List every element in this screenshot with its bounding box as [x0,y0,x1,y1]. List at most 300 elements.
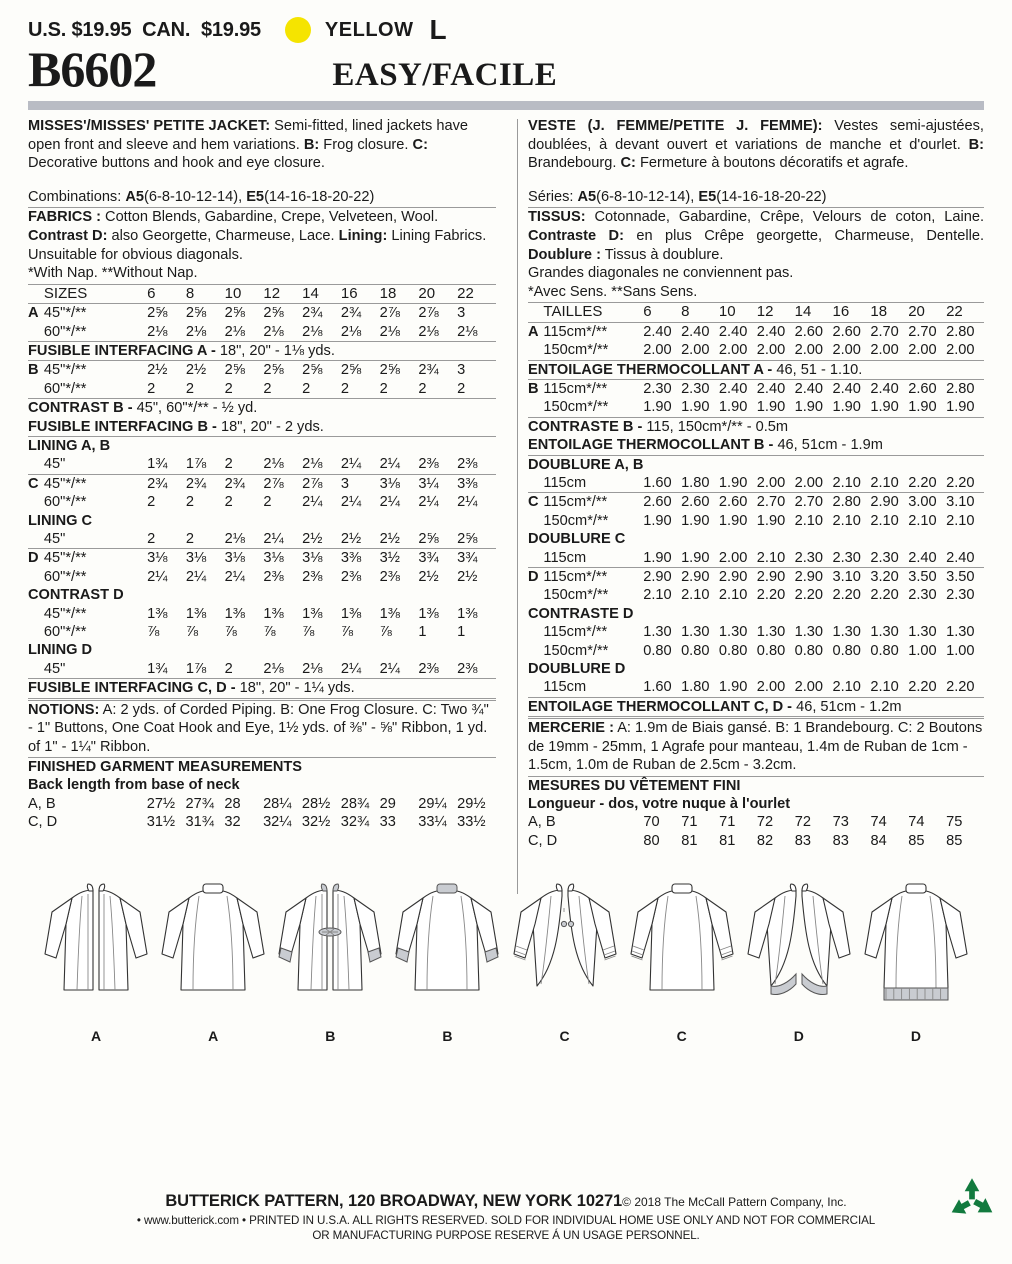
yardage-value: 2.80 [832,494,861,511]
yardage-value: ⅞ [224,624,237,641]
finished-value: 32¾ [340,814,370,831]
finished-view-label: A, B [28,795,56,812]
fabric-width: 45" [44,660,147,679]
fabric-width: 45"*/** [43,362,87,379]
yardage-value: 2 [147,494,156,511]
note-label: ENTOILAGE THERMOCOLLANT B - [528,437,774,454]
yardage-row [528,678,984,697]
yardage-value: 1.30 [832,624,861,641]
finished-row [28,813,496,831]
note-cell [528,360,984,379]
yardage-value: 2.20 [908,474,946,493]
yardage-row [28,380,496,399]
column-divider [517,119,518,894]
finished-value: 80 [643,832,660,849]
yardage-value: 1⅜ [418,605,439,622]
yardage-value: 1.90 [870,398,908,417]
french-finished-table [528,813,984,850]
view-label: D [528,569,539,586]
yardage-value: 2.20 [908,678,946,697]
view-label [28,660,44,679]
yardage-value: 3.10 [832,569,861,586]
yardage-row [528,474,984,493]
fabric-width: 115cm*/** [543,380,608,397]
yardage-value: 2⅛ [225,323,264,342]
finished-value: 72 [756,814,774,831]
yardage-value: 0.80 [681,642,710,659]
header-divider-bar [28,101,984,110]
fabric-width: 150cm*/** [543,398,643,417]
yardage-value: 3⅛ [147,550,168,567]
french-yardage-body [528,303,984,716]
yardage-value: 2¼ [185,568,207,585]
garment-illustration-a-front [42,872,150,1026]
yardage-value: 2⅞ [302,475,323,492]
french-garment-title: VESTE (J. FEMME/PETITE J. FEMME): [528,118,823,134]
yardage-value: 3.00 [908,494,937,511]
yardage-value: 1.80 [681,474,719,493]
view-label [528,586,543,604]
yardage-value: 2 [225,380,264,399]
french-column [506,117,984,850]
yardage-value: 2⅛ [147,323,186,342]
section-label: CONTRASTE D [528,605,634,622]
yardage-value: 3.10 [946,494,975,511]
yardage-value: 1.90 [719,398,757,417]
size-header-18: 18 [870,303,908,322]
yardage-value: 2⅜ [457,455,496,474]
finished-view-label: C, D [528,832,558,849]
yardage-value: 2¼ [224,568,245,585]
yardage-row [528,623,984,641]
yardage-row [28,660,496,679]
view-label [528,474,543,493]
yardage-value: 2 [225,660,264,679]
size-header-6: 6 [147,285,186,304]
garment-illustration-b-front [276,872,384,1026]
yardage-value: 2.00 [643,341,681,360]
yardage-value: 2.20 [946,678,984,697]
yardage-value: 2.00 [681,341,719,360]
figure-caption: D [910,1028,922,1045]
note-label: CONTRASTE B - [528,418,643,435]
yardage-value: 1.90 [643,512,672,529]
yardage-value: ⅞ [379,624,392,641]
french-finished-title: MESURES DU VÊTEMENT FINI [528,777,741,794]
fabric-width: 150cm*/** [543,341,643,360]
footer-usage-line: OR MANUFACTURING PURPOSE RESERVE Á UN USAGE PERSONNEL. [312,1229,700,1242]
yardage-value: 2.60 [794,323,824,340]
note-value: 45", 60"*/** - ½ yd. [132,400,258,417]
color-name: YELLOW [324,18,414,41]
french-combinations: Séries: A5(6-8-10-12-14), E5(14-16-18-20-22) [528,188,827,205]
yardage-value: 1.90 [908,398,946,417]
yardage-value: 2⅞ [379,305,400,322]
yardage-value: 2¾ [185,475,207,492]
view-label [28,605,44,623]
english-garment-title: MISSES'/MISSES' PETITE JACKET: [28,118,271,134]
content-columns [28,117,984,850]
finished-value: 32½ [301,814,331,831]
yardage-value: 2⅛ [457,323,496,342]
yardage-value: 1¾ [147,660,186,679]
yardage-value: 2½ [418,568,439,585]
section-label: DOUBLURE D [528,661,626,678]
view-label [528,623,543,641]
view-label [28,530,44,549]
yardage-value: 2.60 [643,494,672,511]
yardage-value: 3⅛ [224,550,245,567]
yardage-value: 1.30 [643,624,672,641]
finished-value: 28 [224,795,241,812]
yardage-note-row [28,399,496,418]
fabric-width: 115cm [543,474,643,493]
note-label: FUSIBLE INTERFACING B - [28,418,217,435]
fabric-width: 60"*/** [43,568,87,585]
finished-row [528,813,984,831]
yardage-section-header [528,530,984,548]
view-label [28,623,44,641]
yardage-value: 2 [380,380,419,399]
yardage-value: 2.00 [908,341,946,360]
yardage-value: 2.00 [719,341,757,360]
yardage-value: 2¼ [418,494,439,511]
size-header-20: 20 [418,285,457,304]
yardage-value: 2.10 [870,512,899,529]
yardage-value: 3 [340,475,350,492]
yardage-value: 2 [225,455,264,474]
finished-value: 81 [719,832,736,849]
yardage-value: 2.00 [946,341,984,360]
yardage-value: 1⅜ [263,605,284,622]
yardage-value: 0.80 [756,642,786,659]
finished-value: 29 [379,795,396,812]
yardage-value: 2⅝ [263,305,284,322]
yardage-value: 3¾ [418,550,439,567]
yardage-value: 2.60 [681,494,710,511]
yardage-value: 2.10 [870,474,908,493]
yardage-note-row [28,341,496,360]
yardage-value: 2.30 [946,587,975,604]
yardage-value: 2.40 [718,323,748,340]
yardage-value: 1⅜ [340,605,362,622]
yardage-value: 2½ [302,530,341,549]
view-label: D [28,550,39,567]
view-label [28,323,44,342]
sizes-label: TAILLES [543,303,643,322]
english-finished-title: FINISHED GARMENT MEASUREMENTS [28,758,303,775]
yardage-row [28,623,496,641]
yardage-value: 2.00 [795,474,833,493]
note-cell [528,697,984,716]
section-label: LINING D [28,642,93,659]
finished-value: 27½ [146,795,176,812]
yardage-value: 2.00 [870,341,908,360]
finished-value: 70 [643,814,660,831]
yardage-value: 2.10 [757,549,795,568]
finished-value: 33½ [457,814,486,831]
yardage-value: 2.00 [757,341,795,360]
fabric-width: 150cm*/** [543,642,609,659]
sizes-label: SIZES [44,285,147,304]
figure-caption: A [208,1028,219,1045]
yardage-value: 3.50 [946,569,975,586]
footer-website-line: • www.butterick.com • PRINTED IN U.S.A. ALL RIGHTS RESERVED. SOLD FOR INDIVIDUAL HOME USE ONLY AND NOT FOR COMMERCIAL [136,1214,876,1227]
yardage-value: 2.60 [718,494,748,511]
yardage-value: ⅞ [340,624,354,641]
yardage-row [528,568,984,587]
yardage-value: 3¾ [457,550,478,567]
yardage-value: ⅞ [302,624,315,641]
yardage-value: 2.10 [833,474,871,493]
finished-value: 31½ [146,814,176,831]
note-label: CONTRAST B - [28,400,133,417]
yardage-value: 2⅛ [263,660,302,679]
yardage-value: 2.40 [946,549,984,568]
yardage-value: 2⅛ [302,323,341,342]
yardage-row [28,474,496,493]
yardage-value: 2⅛ [263,323,302,342]
yardage-value: 2.00 [795,678,833,697]
yardage-value: 1.30 [681,624,710,641]
finished-value: 74 [870,814,887,831]
yardage-value: 2.30 [643,380,672,397]
yardage-value: 2.40 [756,323,786,340]
sizes-header-row [28,285,496,304]
finished-value: 85 [946,832,963,849]
yardage-value: 2.00 [719,549,757,568]
yardage-section-header [28,512,496,530]
view-label: C [28,475,39,492]
yardage-value: 0.80 [794,642,824,659]
view-label: B [28,362,39,379]
figure-row [28,872,984,1044]
yardage-value: 2.00 [795,341,833,360]
yardage-value: 3⅛ [185,550,207,567]
fabric-width: 115cm [543,678,643,697]
figure-a-back [159,872,267,1044]
figure-c-back [628,872,736,1044]
size-header-12: 12 [263,285,302,304]
fabric-width: 45" [44,455,147,474]
english-finished-table [28,795,496,832]
yardage-value: 2.10 [908,512,937,529]
yardage-value: 2.10 [946,512,975,529]
french-yardage-table [528,303,984,717]
yardage-value: 2⅛ [263,455,302,474]
yardage-value: 2 [341,380,380,399]
yardage-value: 1.90 [643,398,681,417]
garment-illustration-b-back [393,872,501,1026]
yardage-value: 1.80 [681,678,719,697]
finished-value: 84 [870,832,887,849]
english-description: MISSES'/MISSES' PETITE JACKET: Semi-fitted, lined jackets have open front and sleeve and hem variations. B: Frog closure. C: Decorative buttons and hook and eye closure. [28,118,469,172]
yardage-value: 2⅜ [379,568,400,585]
english-combinations: Combinations: A5(6-8-10-12-14), E5(14-16-18-20-22) [28,188,375,205]
yardage-value: ⅞ [263,624,276,641]
yardage-value: ⅞ [185,624,199,641]
yardage-value: 1⅜ [457,605,478,622]
yardage-value: 2⅝ [224,305,245,322]
figure-c-front [511,872,619,1044]
yardage-value: 2 [263,380,302,399]
figure-caption: A [90,1028,102,1045]
yardage-value: 2.70 [756,494,786,511]
yardage-section-header [28,586,496,604]
yardage-value: 2 [302,380,341,399]
yardage-value: 1 [418,624,427,641]
yardage-value: 2½ [380,530,419,549]
yardage-value: 3⅛ [379,475,400,492]
finished-value: 81 [681,832,698,849]
yardage-value: 1⅜ [379,605,400,622]
yardage-value: 1.30 [718,624,748,641]
note-value: 46, 51cm - 1.2m [792,698,902,715]
note-cell [28,679,496,698]
figure-b-front [276,872,384,1044]
view-label [528,678,543,697]
figure-caption: B [325,1028,336,1045]
fabric-width: 115cm*/** [543,323,608,340]
yardage-value: 2½ [147,362,168,379]
yardage-row [28,530,496,549]
note-value: 46, 51 - 1.10. [772,361,863,378]
footer [0,1192,1012,1242]
yardage-value: 1.30 [870,624,899,641]
finished-view-label: C, D [28,814,58,831]
recycle-icon [946,1175,998,1232]
note-label: FUSIBLE INTERFACING C, D - [28,680,236,697]
yardage-value: 2 [185,494,195,511]
yardage-value: 3⅜ [457,475,478,492]
yardage-value: 2¾ [340,305,362,322]
size-letter: L [429,14,447,45]
view-label: A [28,305,39,322]
view-label [28,380,44,399]
yardage-row [528,549,984,568]
yardage-value: 2⅛ [302,455,341,474]
view-label: A [528,323,539,340]
yardage-value: 2⅛ [186,323,225,342]
view-label: B [528,380,539,397]
yardage-value: 1⅞ [186,660,225,679]
figure-caption: D [793,1028,804,1045]
yardage-value: 3.20 [870,569,899,586]
view-label [28,493,44,511]
yardage-section-header [528,455,984,474]
yardage-value: 2⅛ [380,323,419,342]
figure-caption: C [676,1028,687,1045]
size-header-8: 8 [186,285,225,304]
yardage-value: 3 [457,305,466,322]
note-value: 18", 20" - 1⅛ yds. [215,342,335,359]
yardage-value: 2⅝ [147,305,168,322]
fabric-width: 60"*/** [43,624,87,641]
yardage-row [28,493,496,511]
finished-value: 31¾ [185,814,214,831]
yardage-value: 2.30 [908,587,937,604]
yardage-value: 2.20 [832,587,861,604]
view-label: C [528,494,539,511]
yardage-value: 2⅝ [379,362,400,379]
garment-illustration-c-front [511,872,619,1026]
yardage-value: 1.90 [719,678,757,697]
yardage-value: 2.30 [795,549,833,568]
price-text: U.S. $19.95 CAN. $19.95 [28,18,261,41]
yardage-value: 2¼ [263,530,302,549]
finished-value: 71 [719,814,736,831]
figure-a-front [42,872,150,1044]
note-cell [28,341,496,360]
french-description: VESTE (J. FEMME/PETITE J. FEMME): Vestes semi-ajustées, doublées, à devant ouvert et variations de manche et d'ourlet. B: Brandebourg. C: Fermeture à boutons décoratifs et agrafe. [528,118,984,172]
english-finished-subtitle: Back length from base of neck [28,777,240,794]
yardage-value: 3½ [379,550,400,567]
yardage-value: 2½ [341,530,380,549]
size-header-10: 10 [225,285,264,304]
yardage-row [528,322,984,341]
yardage-value: 2.90 [681,569,710,586]
yardage-value: 2.70 [870,323,899,340]
garment-illustration-d-back [862,872,970,1026]
yardage-value: 3¼ [418,475,439,492]
note-cell [28,418,496,437]
finished-view-label: A, B [528,814,556,831]
yardage-value: 2.10 [681,587,710,604]
yardage-value: 2¼ [302,494,323,511]
finished-value: 33¼ [418,814,447,831]
yardage-value: 2½ [457,568,478,585]
french-finished-subtitle: Longueur - dos, votre nuque à l'ourlet [528,795,791,812]
finished-value: 85 [908,832,925,849]
finished-row [528,832,984,850]
yardage-value: 2¼ [147,568,168,585]
english-column [28,117,506,850]
view-label [528,398,543,417]
footer-copyright: © 2018 The McCall Pattern Company, Inc. [622,1195,847,1209]
section-label: DOUBLURE C [528,531,626,548]
yardage-value: 1.00 [946,642,975,659]
yardage-value: 2.40 [908,549,946,568]
yardage-note-row [528,697,984,716]
yardage-value: 2¼ [457,494,478,511]
yardage-value: 2 [186,380,225,399]
garment-illustration-c-back [628,872,736,1026]
yardage-value: 2.60 [832,323,861,340]
yardage-value: 2¼ [341,660,380,679]
yardage-value: 2.10 [870,678,908,697]
fabric-width: 45"*/** [43,550,87,567]
yardage-value: 0.80 [643,642,672,659]
yardage-value: 2.90 [794,569,824,586]
yardage-value: 3⅛ [302,550,323,567]
yardage-value: 2⅜ [457,660,496,679]
yardage-value: 2⅛ [225,530,264,549]
yardage-value: 2⅜ [263,568,284,585]
yardage-value: 1.90 [946,398,984,417]
yardage-row [528,512,984,530]
yardage-value: 2.40 [870,380,899,397]
difficulty-label: EASY/FACILE [332,57,558,93]
english-notions: NOTIONS: A: 2 yds. of Corded Piping. B: One Frog Closure. C: Two ¾" - 1" Buttons, One Coat Hook and Eye, 1½ yds. of ⅜" - ⅝" Ribbon, 1 yd. of 1" - 1¼" Ribbon. [28,701,489,755]
yardage-value: 2¼ [341,455,380,474]
yardage-value: 1.90 [718,512,748,529]
yardage-value: 2.70 [908,323,937,340]
yardage-value: 2.40 [756,380,786,397]
french-unsuitable: Grandes diagonales ne conviennent pas. [528,265,794,282]
size-header-14: 14 [795,303,833,322]
fabric-width: 115cm*/** [543,569,608,586]
yardage-value: 2⅛ [341,323,380,342]
